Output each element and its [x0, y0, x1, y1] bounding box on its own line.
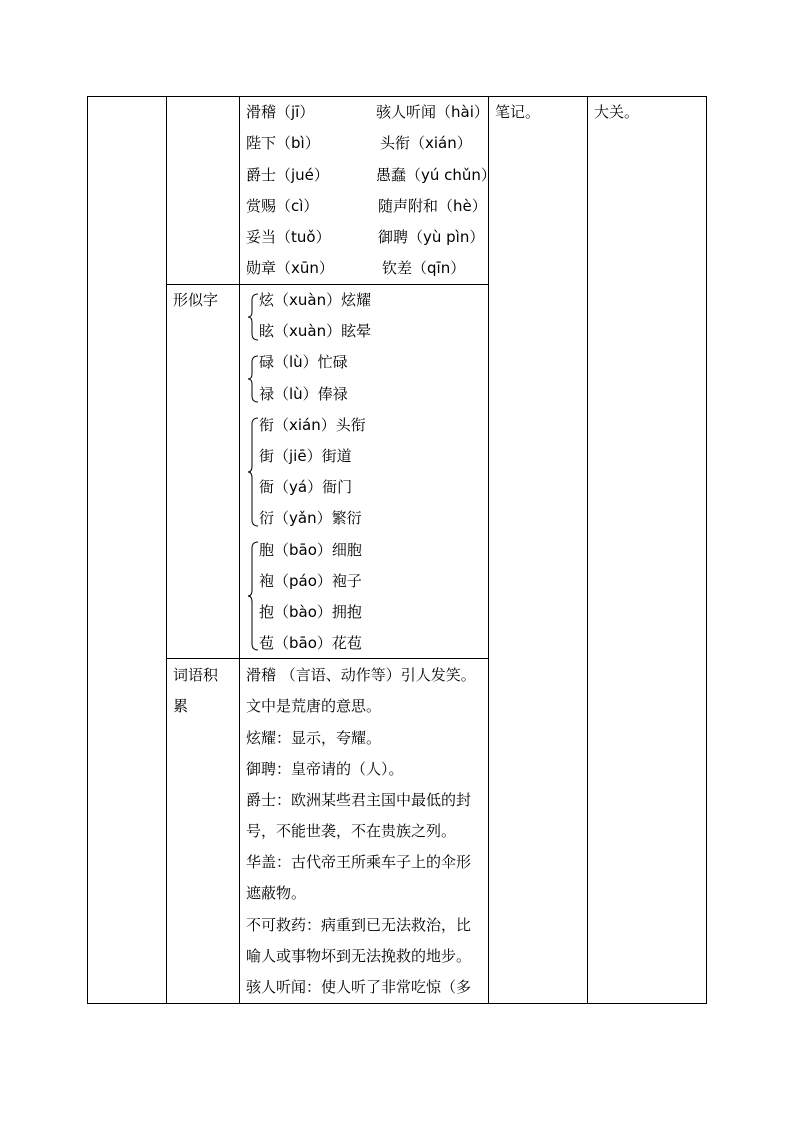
similar-char-item: 碌（lù）忙碌 — [259, 353, 348, 371]
similar-char-item: 抱（bào）拥抱 — [259, 603, 362, 621]
vocabulary-line: 文中是荒唐的意思。 — [246, 697, 382, 715]
pron-right-1: 骇人听闻（hài） — [376, 103, 489, 121]
pron-right-3: 愚蠢（yú chǔn） — [376, 166, 496, 184]
pron-left-6: 勋章（xūn） — [246, 259, 334, 277]
vocabulary-line: 不可救药：病重到已无法救治，比 — [246, 916, 472, 934]
col-divider-3 — [488, 96, 489, 1004]
vocabulary-line: 骇人听闻：使人听了非常吃惊（多 — [246, 978, 472, 996]
similar-char-item: 禄（lù）俸禄 — [259, 385, 348, 403]
pron-left-4: 赏赐（cì） — [246, 197, 319, 215]
similar-char-item: 衍（yǎn）繁衍 — [259, 509, 362, 527]
similar-char-item: 苞（bāo）花苞 — [259, 634, 362, 652]
col-divider-2 — [239, 96, 240, 1004]
pron-left-5: 妥当（tuǒ） — [246, 228, 331, 246]
pron-right-4: 随声附和（hè） — [378, 197, 487, 215]
brace-group-4 — [246, 540, 260, 652]
similar-char-item: 衙（yá）衙门 — [259, 478, 353, 496]
row-divider-2 — [166, 658, 489, 659]
vocabulary-line: 遮蔽物。 — [246, 884, 307, 902]
summary-cell: 大关。 — [594, 103, 640, 121]
vocabulary-label-line2: 累 — [173, 697, 189, 715]
vocabulary-line: 爵士：欧洲某些君主国中最低的封 — [246, 791, 472, 809]
similar-char-item: 炫（xuàn）炫耀 — [259, 291, 372, 309]
similar-chars-label: 形似字 — [173, 291, 219, 309]
vocabulary-line: 御聘：皇帝请的（人）。 — [246, 760, 404, 778]
vocabulary-line: 滑稽 （言语、动作等）引人发笑。 — [246, 666, 476, 684]
pron-right-5: 御聘（yù pìn） — [378, 228, 485, 246]
similar-char-item: 街（jiē）街道 — [259, 447, 352, 465]
pron-left-1: 滑稽（jī） — [246, 103, 315, 121]
vocabulary-line: 华盖：古代帝王所乘车子上的伞形 — [246, 853, 472, 871]
col-divider-4 — [587, 96, 588, 1004]
pron-right-2: 头衔（xián） — [380, 134, 472, 152]
vocabulary-line: 号，不能世袭，不在贵族之列。 — [246, 822, 457, 840]
vocabulary-label-line1: 词语积 — [173, 666, 219, 684]
vocabulary-line: 喻人或事物坏到无法挽救的地步。 — [246, 947, 472, 965]
pron-left-2: 陛下（bì） — [246, 134, 320, 152]
pron-left-3: 爵士（jué） — [246, 166, 329, 184]
notes-cell: 笔记。 — [495, 103, 541, 121]
vocabulary-line: 炫耀：显示，夸耀。 — [246, 729, 382, 747]
brace-group-2 — [246, 354, 260, 404]
pron-right-6: 钦差（qīn） — [382, 259, 466, 277]
row-divider-1 — [166, 284, 489, 285]
col-divider-1 — [166, 96, 167, 1004]
similar-char-item: 袍（páo）袍子 — [259, 572, 362, 590]
similar-char-item: 眩（xuàn）眩晕 — [259, 322, 372, 340]
similar-char-item: 胞（bāo）细胞 — [259, 541, 362, 559]
similar-char-item: 衔（xián）头衔 — [259, 416, 366, 434]
brace-group-3 — [246, 416, 260, 528]
brace-group-1 — [246, 292, 260, 342]
